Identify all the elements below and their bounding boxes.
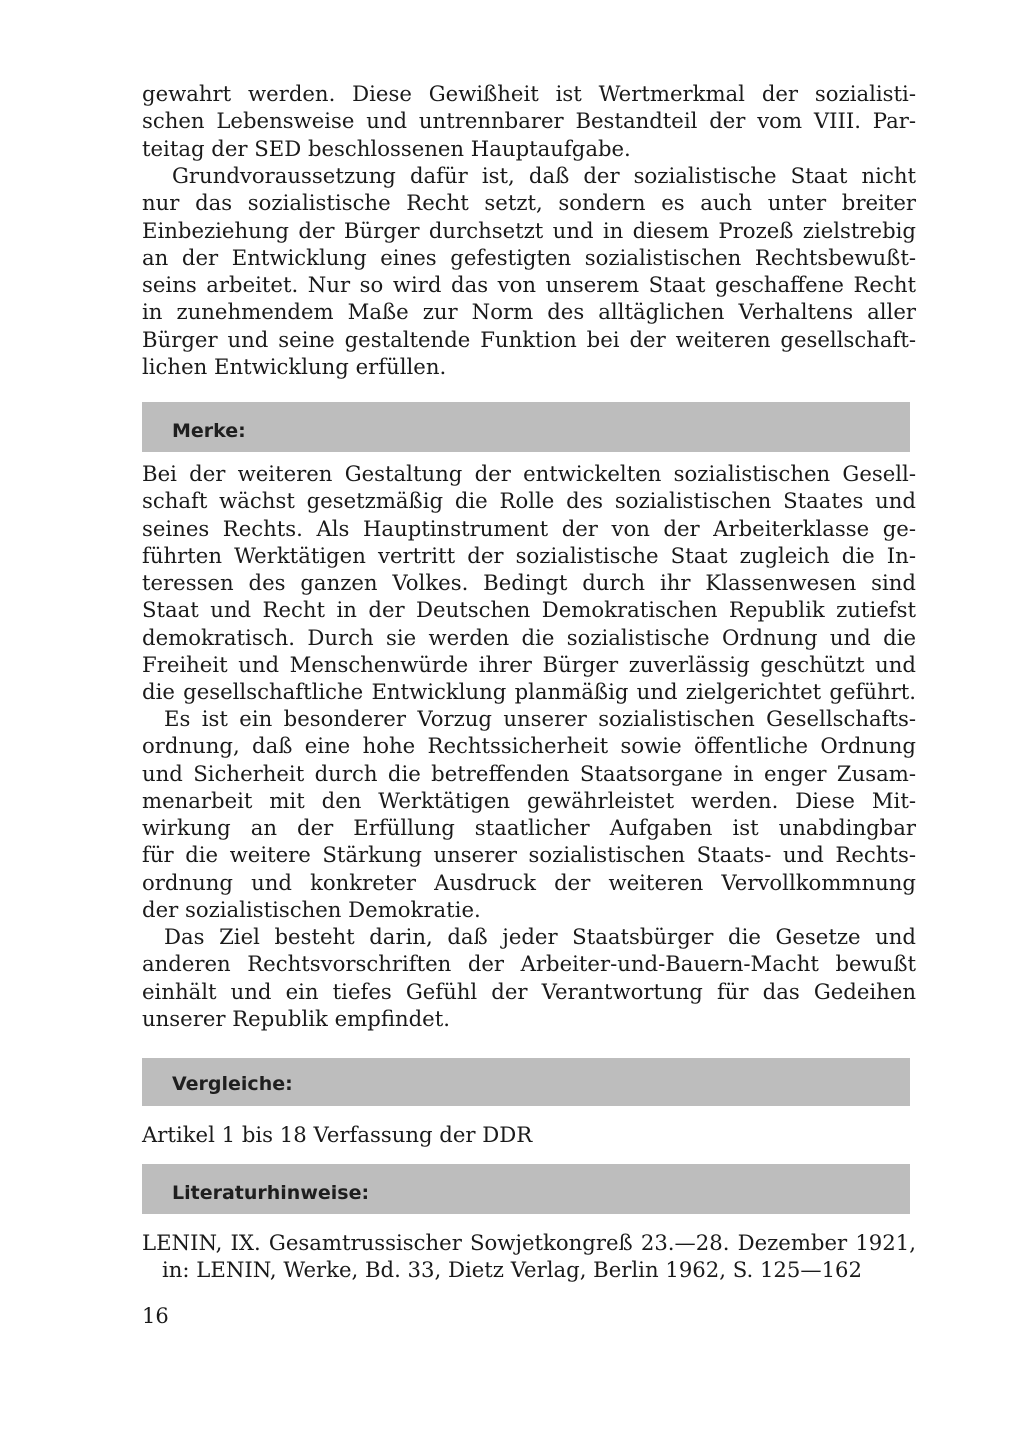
text-line: Es ist ein besonderer Vorzug unserer sozialistischen Gesellschafts- — [164, 706, 916, 731]
text-line: an der Entwicklung eines gefestigten sozialistischen Rechtsbewußt- — [142, 244, 916, 270]
text-line: in zunehmendem Maße zur Norm des alltäglichen Verhaltens aller — [142, 299, 916, 325]
text-line: Freiheit und Menschenwürde ihrer Bürger zuverlässig geschützt und — [142, 652, 916, 678]
text-line: demokratisch. Durch sie werden die sozialistische Ordnung und die — [142, 624, 916, 650]
text-line: menarbeit mit den Werktätigen gewährleistet werden. Diese Mit- — [142, 787, 916, 813]
text-line: der sozialistischen Demokratie. — [142, 897, 481, 923]
page-number: 16 — [142, 1304, 169, 1328]
vergleiche-heading: Vergleiche: — [142, 1058, 910, 1106]
text-line: ordnung und konkreter Ausdruck der weiteren Vervollkommnung — [142, 869, 916, 895]
literatur-reference — [142, 1229, 916, 1284]
text-line: LENIN, IX. Gesamtrussischer Sowjetkongreß 23.—28. Dezember 1921, — [142, 1230, 916, 1255]
text-line: lichen Entwicklung erfüllen. — [142, 354, 447, 380]
body-paragraph — [142, 162, 916, 380]
text-line: und Sicherheit durch die betreffenden Staatsorgane in enger Zusam- — [142, 760, 916, 786]
text-line: wirkung an der Erfüllung staatlicher Aufgaben ist unabdingbar — [142, 815, 916, 841]
text-line: Staat und Recht in der Deutschen Demokratischen Republik zutiefst — [142, 597, 916, 623]
text-line: gewahrt werden. Diese Gewißheit ist Wertmerkmal der sozialisti- — [142, 81, 916, 106]
text-line: Bei der weiteren Gestaltung der entwickelten sozialistischen Gesell- — [142, 461, 916, 486]
text-line: seins arbeitet. Nur so wird das von unserem Staat geschaffene Recht — [142, 272, 916, 298]
text-line: schaft wächst gesetzmäßig die Rolle des sozialistischen Staates und — [142, 488, 916, 514]
text-line: Einbeziehung der Bürger durchsetzt und in diesem Prozeß zielstrebig — [142, 217, 916, 243]
text-line: ordnung, daß eine hohe Rechtssicherheit sowie öffentliche Ordnung — [142, 733, 916, 759]
text-line: schen Lebensweise und untrennbarer Bestandteil der vom VIII. Par- — [142, 108, 916, 134]
text-line: unserer Republik empfindet. — [142, 1005, 450, 1031]
text-line: Artikel 1 bis 18 Verfassung der DDR — [142, 1122, 533, 1147]
text-line: Das Ziel besteht darin, daß jeder Staatsbürger die Gesetze und — [164, 924, 916, 949]
literatur-heading: Literaturhinweise: — [142, 1164, 910, 1214]
text-line: die gesellschaftliche Entwicklung planmäßig und zielgerichtet geführt. — [142, 679, 916, 705]
merke-paragraph-3 — [142, 923, 916, 1032]
text-line: in: LENIN, Werke, Bd. 33, Dietz Verlag, Berlin 1962, S. 125—162 — [162, 1257, 863, 1283]
text-line: teitag der SED beschlossenen Hauptaufgabe. — [142, 135, 631, 161]
text-line: nur das sozialistische Recht setzt, sondern es auch unter breiter — [142, 190, 916, 216]
text-line: führten Werktätigen vertritt der sozialistische Staat zugleich die In- — [142, 542, 916, 568]
text-line: für die weitere Stärkung unserer sozialistischen Staats- und Rechts- — [142, 842, 916, 868]
text-line: Bürger und seine gestaltende Funktion bei der weiteren gesellschaft- — [142, 326, 916, 352]
merke-heading: Merke: — [142, 402, 910, 452]
merke-paragraph-2 — [142, 705, 916, 923]
text-line: teressen des ganzen Volkes. Bedingt durch ihr Klassenwesen sind — [142, 570, 916, 596]
text-line: Grundvoraussetzung dafür ist, daß der sozialistische Staat nicht — [172, 163, 916, 188]
text-line: einhält und ein tiefes Gefühl der Verantwortung für das Gedeihen — [142, 978, 916, 1004]
text-line: seines Rechts. Als Hauptinstrument der von der Arbeiterklasse ge- — [142, 515, 916, 541]
intro-paragraph — [142, 80, 916, 162]
vergleiche-text — [142, 1121, 916, 1148]
text-line: anderen Rechtsvorschriften der Arbeiter-und-Bauern-Macht bewußt — [142, 951, 916, 977]
merke-paragraph-1 — [142, 460, 916, 706]
